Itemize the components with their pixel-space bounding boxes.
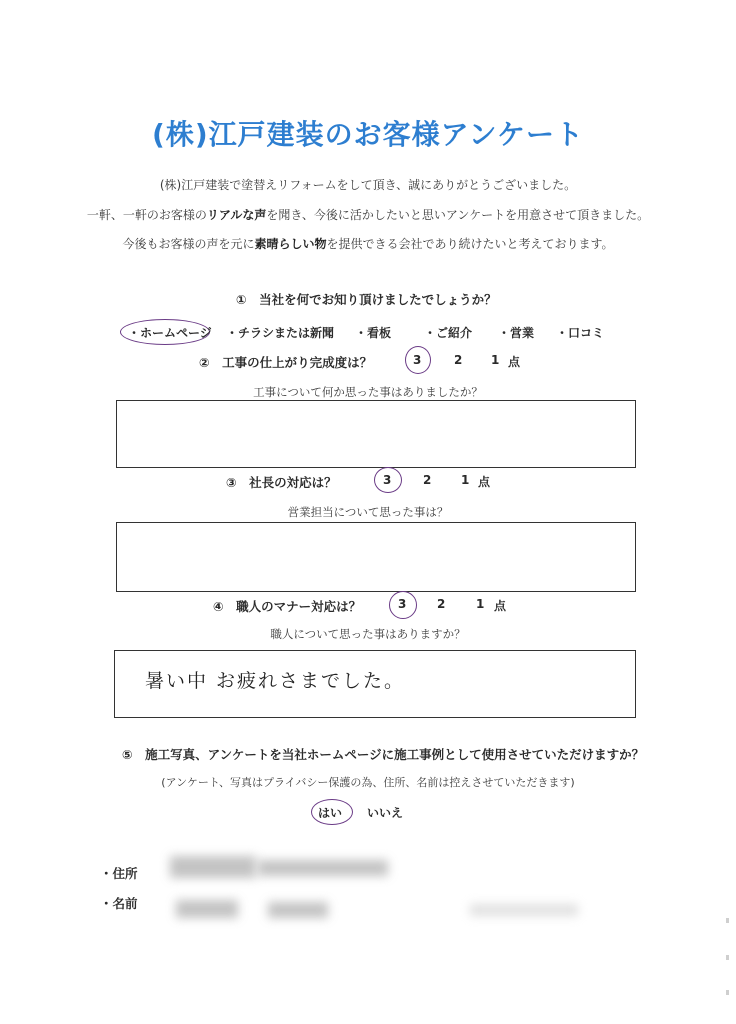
q4-unit: 点 [494, 599, 507, 613]
intro-line-3-emphasis: 素晴らしい物 [254, 237, 327, 251]
q3-comment-prompt: 営業担当について思った事は？ [287, 505, 449, 519]
q2-rating-3[interactable]: 3 [413, 353, 422, 367]
q3-unit: 点 [478, 475, 491, 489]
q1-option-referral[interactable]: ・ご紹介 [424, 326, 473, 340]
q4-handwritten-comment: 暑い中 お疲れさまでした。 [145, 670, 406, 692]
q4-rating-2[interactable]: 2 [437, 597, 446, 611]
q5-note: (アンケート、写真はプライバシー保護の為、住所、名前は控えさせていただきます) [161, 776, 575, 789]
q4-rating-3[interactable]: 3 [398, 597, 407, 611]
q2-comment-prompt: 工事について何か思った事はありましたか？ [253, 385, 483, 399]
q5-no-option[interactable]: いいえ [367, 806, 404, 820]
page-title: (株)江戸建装のお客様アンケート [152, 118, 584, 151]
q4-question: ④ 職人のマナー対応は？ [213, 599, 362, 614]
q3-question: ③ 社長の対応は？ [226, 475, 337, 490]
intro-line-2-c: を聞き、今後に活かしたいと思いアンケートを用意させて頂きました。 [266, 208, 650, 222]
q3-rating-1[interactable]: 1 [461, 473, 470, 487]
q1-option-word-of-mouth[interactable]: ・口コミ [556, 326, 605, 340]
redacted-address-part-2 [258, 860, 388, 876]
q2-question: ② 工事の仕上がり完成度は？ [199, 355, 373, 370]
q1-option-signboard[interactable]: ・看板 [355, 326, 392, 340]
q3-rating-3[interactable]: 3 [383, 473, 392, 487]
q4-rating-1[interactable]: 1 [476, 597, 485, 611]
scan-edge-mark [726, 918, 729, 923]
q5-yes-option[interactable]: はい [318, 806, 343, 820]
q2-comment-box[interactable] [116, 400, 636, 468]
q1-question: ① 当社を何でお知り頂けましたでしょうか？ [236, 292, 497, 307]
intro-line-2-a: 一軒、一軒のお客様の [86, 208, 207, 222]
intro-line-3 [0, 235, 736, 252]
redacted-address-part-1 [170, 856, 256, 878]
q3-rating-2[interactable]: 2 [423, 473, 432, 487]
redacted-extra [470, 904, 578, 916]
intro-line-1: (株)江戸建装で塗替えリフォームをして頂き、誠にありがとうございました。 [159, 178, 577, 192]
intro-line-2 [0, 206, 736, 223]
intro-line-3-a: 今後もお客様の声を元に [122, 237, 255, 251]
q1-option-flyer[interactable]: ・チラシまたは新聞 [226, 326, 335, 340]
q4-comment-prompt: 職人について思った事はありますか？ [270, 627, 466, 641]
intro-line-2-emphasis: リアルな声 [206, 208, 267, 222]
address-label: ・住所 [100, 866, 138, 881]
scan-edge-mark [726, 955, 729, 960]
q1-option-sales[interactable]: ・営業 [498, 326, 535, 340]
q3-comment-box[interactable] [116, 522, 636, 592]
q2-unit: 点 [508, 355, 521, 369]
q1-option-homepage[interactable]: ・ホームページ [128, 326, 212, 340]
q2-rating-1[interactable]: 1 [491, 353, 500, 367]
redacted-name-part-2 [268, 902, 328, 918]
q5-question: ⑤ 施工写真、アンケートを当社ホームページに施工事例として使用させていただけますか？ [122, 747, 645, 762]
name-label: ・名前 [100, 896, 138, 911]
intro-line-3-c: を提供できる会社であり続けたいと考えております。 [326, 237, 614, 251]
redacted-name-part-1 [176, 900, 238, 918]
scan-edge-mark [726, 990, 729, 995]
q2-rating-2[interactable]: 2 [454, 353, 463, 367]
q4-comment-box[interactable] [114, 650, 636, 718]
